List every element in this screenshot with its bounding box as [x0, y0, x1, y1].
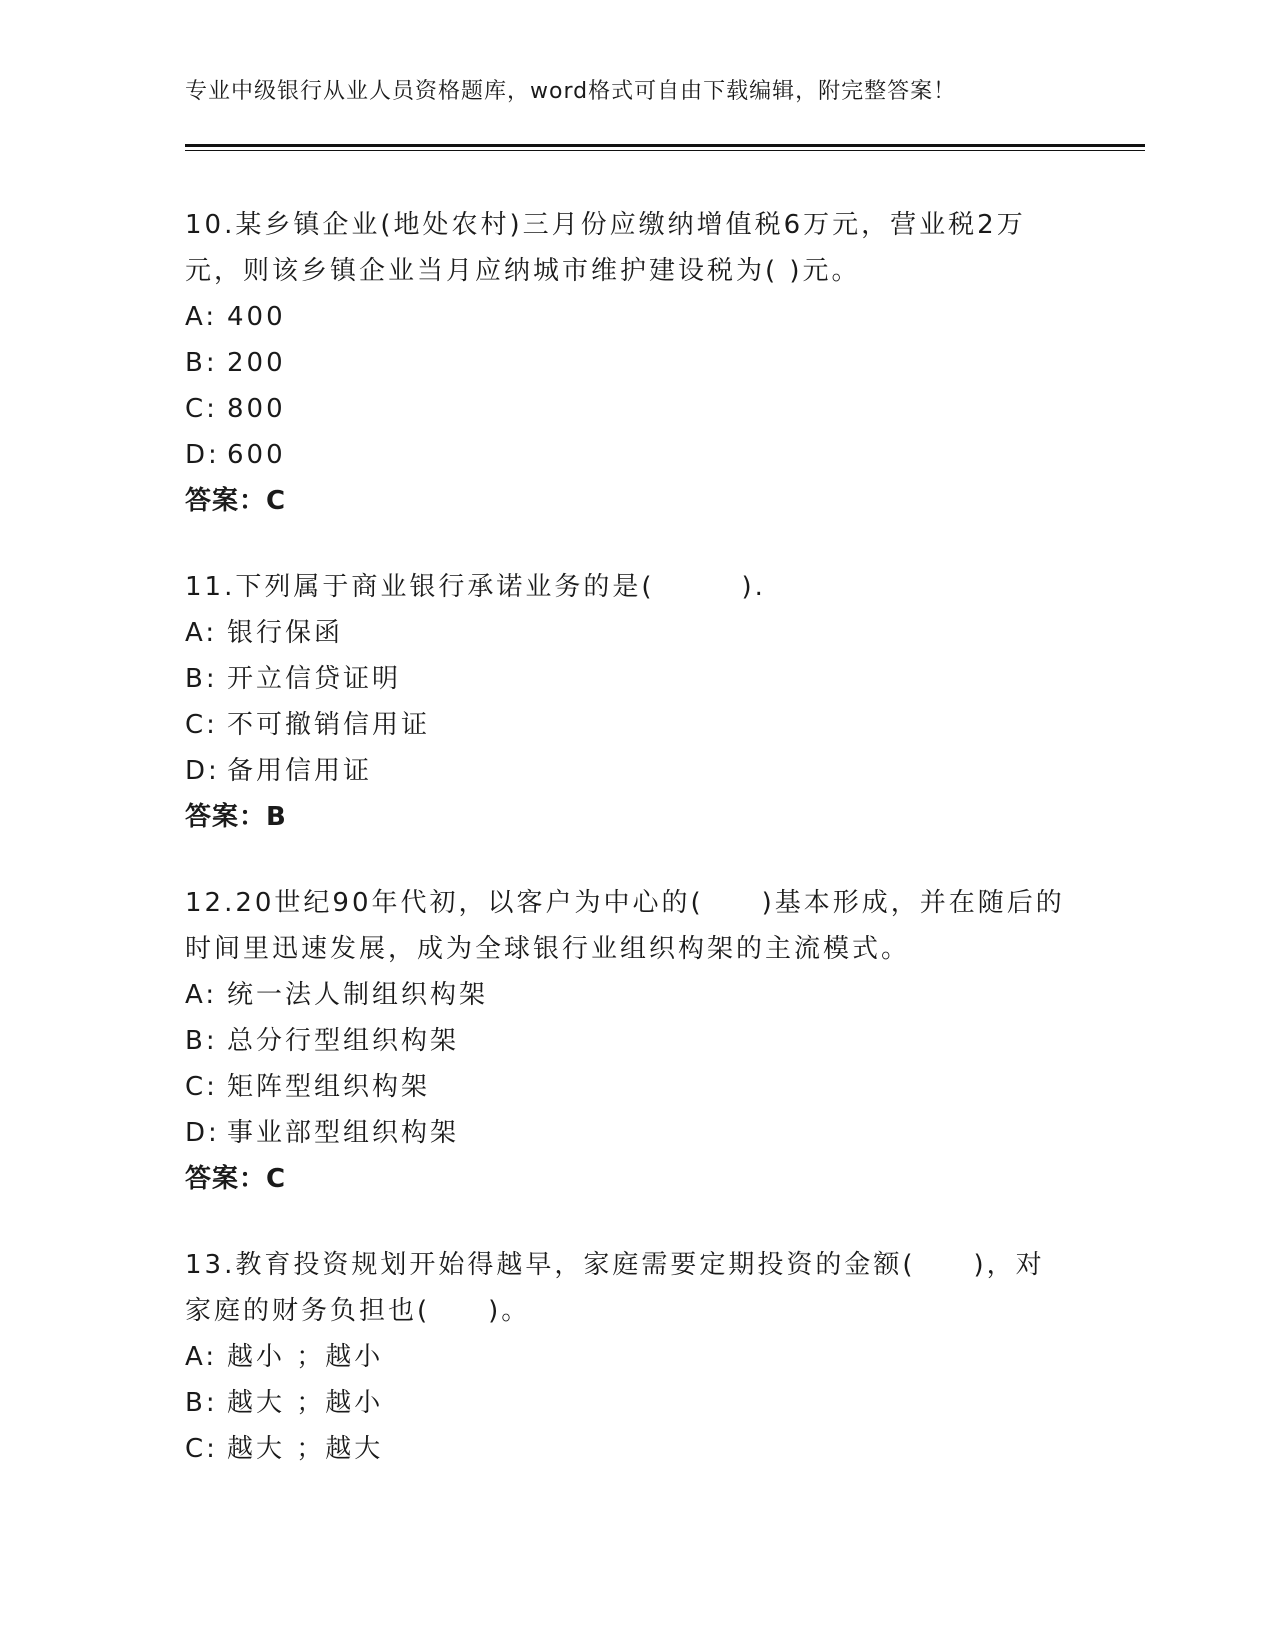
- question-text: 10.某乡镇企业(地处农村)三月份应缴纳增值税6万元，营业税2万元，则该乡镇企业当月应纳城市维护建设税为( )元。: [185, 210, 1026, 286]
- option-text: 统一法人制组织构架: [227, 980, 489, 1010]
- option-letter: B:: [185, 1026, 218, 1056]
- option-letter: A:: [185, 1342, 218, 1372]
- option-text: 事业部型组织构架: [227, 1118, 460, 1148]
- option-a: [185, 972, 1085, 1018]
- question-list: [185, 202, 1085, 1512]
- option-letter: A:: [185, 980, 218, 1010]
- question-text: 12.20世纪90年代初，以客户为中心的( )基本形成，并在随后的时间里迅速发展，成为全球银行业组织构架的主流模式。: [185, 888, 1065, 964]
- option-a: [185, 294, 1085, 340]
- question-text: 11.下列属于商业银行承诺业务的是( ).: [185, 572, 766, 602]
- option-text: 200: [227, 348, 286, 378]
- option-d: [185, 432, 1085, 478]
- option-d: [185, 1110, 1085, 1156]
- option-letter: A:: [185, 618, 218, 648]
- option-letter: C:: [185, 710, 218, 740]
- option-text: 银行保函: [227, 618, 344, 648]
- answer-value: C: [266, 1164, 287, 1194]
- question-12: [185, 880, 1085, 1202]
- answer-value: C: [266, 486, 287, 516]
- option-b: [185, 340, 1085, 386]
- header-rule-thin: [185, 150, 1145, 151]
- answer-label: 答案：: [185, 1164, 267, 1194]
- option-letter: D:: [185, 440, 220, 470]
- option-text: 400: [227, 302, 286, 332]
- option-letter: C:: [185, 394, 218, 424]
- answer-line: [185, 478, 1085, 524]
- page-header: 专业中级银行从业人员资格题库，word格式可自由下载编辑，附完整答案！: [185, 79, 957, 104]
- option-text: 800: [227, 394, 286, 424]
- option-c: [185, 702, 1085, 748]
- option-letter: D:: [185, 756, 220, 786]
- option-c: [185, 1064, 1085, 1110]
- option-b: [185, 656, 1085, 702]
- option-letter: A:: [185, 302, 218, 332]
- option-text: 总分行型组织构架: [227, 1026, 460, 1056]
- option-letter: B:: [185, 348, 218, 378]
- answer-label: 答案：: [185, 486, 267, 516]
- option-letter: C:: [185, 1072, 218, 1102]
- option-a: [185, 610, 1085, 656]
- option-d: [185, 748, 1085, 794]
- answer-label: 答案：: [185, 802, 267, 832]
- option-text: 不可撤销信用证: [227, 710, 431, 740]
- question-10: [185, 202, 1085, 524]
- option-letter: D:: [185, 1118, 220, 1148]
- option-text: 600: [227, 440, 286, 470]
- option-letter: C:: [185, 1434, 218, 1464]
- option-c: [185, 1426, 1085, 1472]
- option-text: 备用信用证: [227, 756, 373, 786]
- header-rule-thick: [185, 144, 1145, 147]
- option-c: [185, 386, 1085, 432]
- option-text: 矩阵型组织构架: [227, 1072, 431, 1102]
- option-text: 越大 ；越小: [227, 1388, 384, 1418]
- answer-line: [185, 794, 1085, 840]
- answer-value: B: [266, 802, 287, 832]
- option-a: [185, 1334, 1085, 1380]
- option-text: 越大 ；越大: [227, 1434, 384, 1464]
- option-b: [185, 1018, 1085, 1064]
- question-text: 13.教育投资规划开始得越早，家庭需要定期投资的金额( )，对家庭的财务负担也( )。: [185, 1250, 1045, 1326]
- question-13: [185, 1242, 1085, 1472]
- option-letter: B:: [185, 664, 218, 694]
- option-text: 越小 ；越小: [227, 1342, 384, 1372]
- answer-line: [185, 1156, 1085, 1202]
- question-11: [185, 564, 1085, 840]
- option-text: 开立信贷证明: [227, 664, 402, 694]
- option-letter: B:: [185, 1388, 218, 1418]
- option-b: [185, 1380, 1085, 1426]
